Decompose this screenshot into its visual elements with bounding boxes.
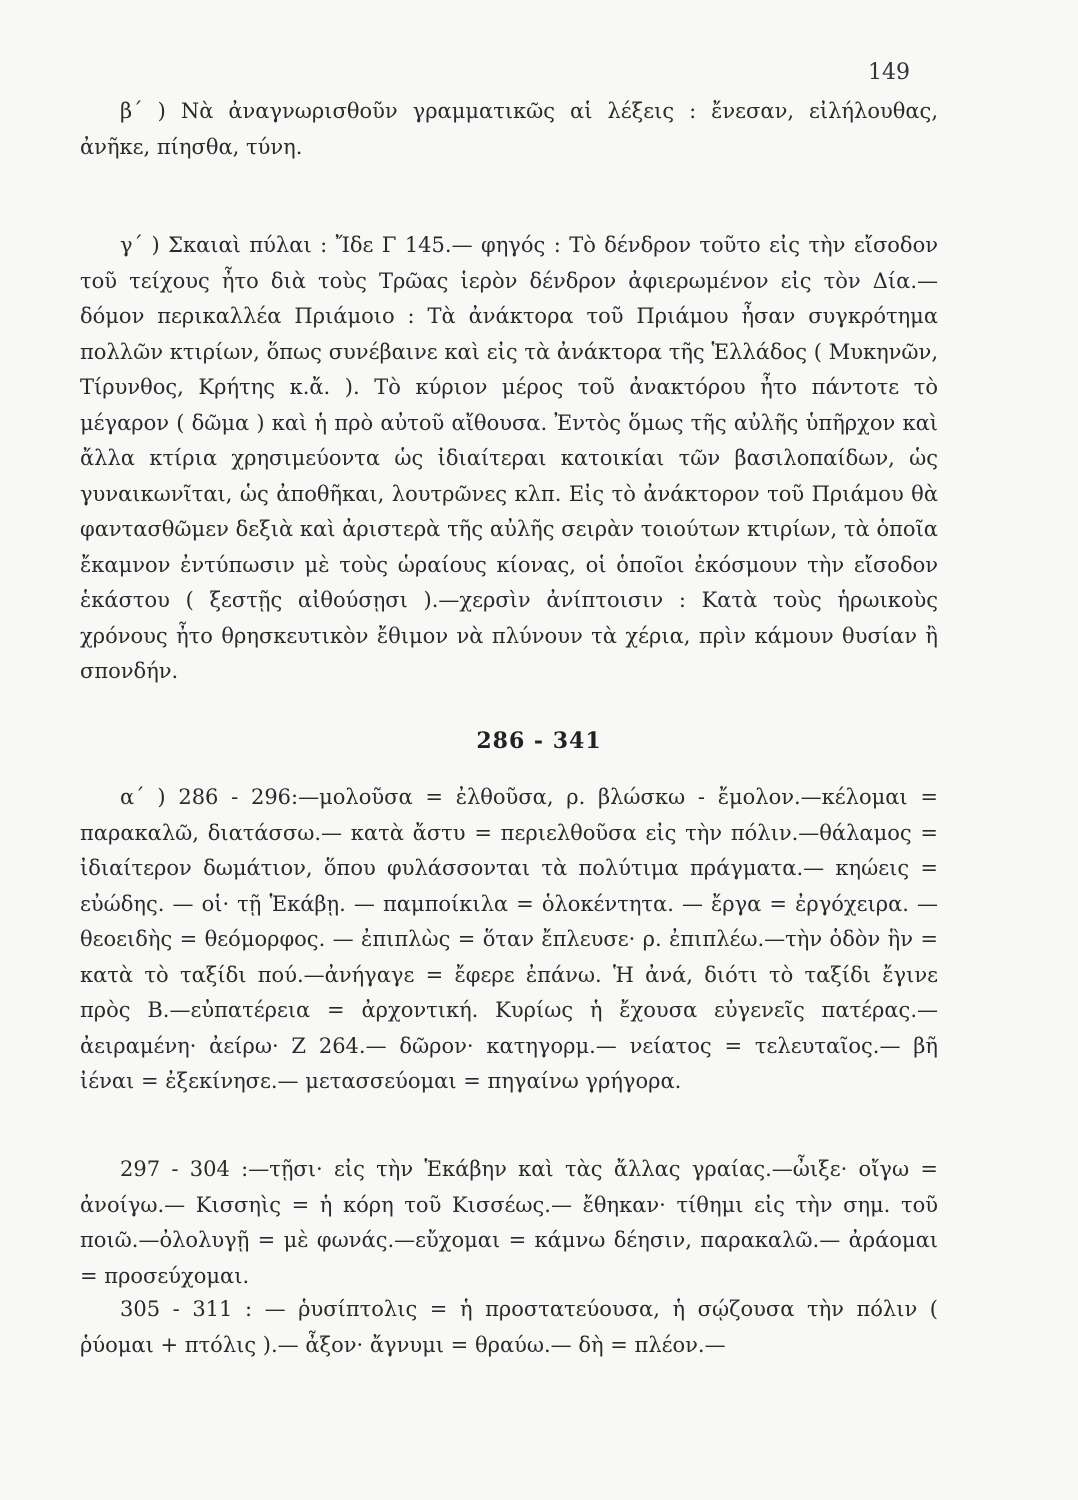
- commentary-297-paragraph: 297 - 304 :—τῇσι· εἰς τὴν Ἑκάβην καὶ τὰς ἄλλας γραίας.—ὦιξε· οἴγω = ἀνοίγω.— Κισσηὶς = ἡ κόρη τοῦ Κισσέως.— ἔθηκαν· τίθημι εἰς τὴν σημ. τοῦ ποιῶ.—ὀλολυγῇ = μὲ φωνάς.—εὔχομαι = κάμνω δέησιν, παρακαλῶ.— ἀράομαι = προσεύχομαι.: [80, 1157, 938, 1288]
- commentary-286-paragraph: α΄ ) 286 - 296:—μολοῦσα = ἐλθοῦσα, ρ. βλώσκω - ἔμολον.—κέλομαι = παρακαλῶ, διατάσσω.— κατὰ ἄστυ = περιελθοῦσα εἰς τὴν πόλιν.—θάλαμος = ἰδιαίτερον δωμάτιον, ὅπου φυλάσσονται τὰ πολύτιμα πράγματα.— κηώεις = εὐώδης. — οἱ· τῇ Ἑκάβῃ. — παμποίκιλα = ὁλοκέντητα. — ἔργα = ἐργόχειρα. — θεοειδὴς = θεόμορφος. — ἐπιπλὼς = ὅταν ἔπλευσε· ρ. ἐπιπλέω.—τὴν ὁδὸν ἣν = κατὰ τὸ ταξίδι πού.—ἀνήγαγε = ἔφερε ἐπάνω. Ἡ ἀνά, διότι τὸ ταξίδι ἔγινε πρὸς Β.—εὐπατέρεια = ἀρχοντική. Κυρίως ἡ ἔχουσα εὐγενεῖς πατέρας.— ἀειραμένη· ἀείρω· Ζ 264.— δῶρον· κατηγορμ.— νείατος = τελευταῖος.— βῆ ἰέναι = ἐξεκίνησε.— μετασσεύομαι = πηγαίνω γρήγορα.: [80, 785, 938, 1093]
- exercise-b-paragraph: β΄ ) Νὰ ἀναγνωρισθοῦν γραμματικῶς αἱ λέξεις : ἔνεσαν, εἰλήλουθας, ἀνῆκε, πίησθα, τύνη.: [80, 99, 938, 159]
- commentary-297-block: [80, 1152, 938, 1294]
- exercise-b-block: [80, 94, 938, 165]
- exercise-c-paragraph: γ΄ ) Σκαιαὶ πύλαι : Ἴδε Γ 145.— φηγός : Τὸ δένδρον τοῦτο εἰς τὴν εἴσοδον τοῦ τείχους ἦτο διὰ τοὺς Τρῶας ἱερὸν δένδρον ἀφιερωμένον εἰς τὸν Δία.—δόμον περικαλλέα Πριάμοιο : Τὰ ἀνάκτορα τοῦ Πριάμου ἦσαν συγκρότημα πολλῶν κτιρίων, ὅπως συνέβαινε καὶ εἰς τὰ ἀνάκτορα τῆς Ἑλλάδος ( Μυκηνῶν, Τίρυνθος, Κρήτης κ.ἄ. ). Τὸ κύριον μέρος τοῦ ἀνακτόρου ἦτο πάντοτε τὸ μέγαρον ( δῶμα ) καὶ ἡ πρὸ αὐτοῦ αἴθουσα. Ἐντὸς ὅμως τῆς αὐλῆς ὑπῆρχον καὶ ἄλλα κτίρια χρησιμεύοντα ὡς ἰδιαίτεραι κατοικίαι τῶν βασιλοπαίδων, ὡς γυναικωνῖται, ὡς ἀποθῆκαι, λουτρῶνες κλπ. Εἰς τὸ ἀνάκτορον τοῦ Πριάμου θὰ φαντασθῶμεν δεξιὰ καὶ ἀριστερὰ τῆς αὐλῆς σειρὰν τοιούτων κτιρίων, τὰ ὁποῖα ἔκαμνον ἐντύπωσιν μὲ τοὺς ὡραίους κίονας, οἱ ὁποῖοι ἐκόσμουν τὴν εἴσοδον ἑκάστου ( ξεστῇς αἰθούσῃσι ).—χερσὶν ἀνίπτοισιν : Κατὰ τοὺς ἡρωικοὺς χρόνους ἦτο θρησκευτικὸν ἔθιμον νὰ πλύνουν τὰ χέρια, πρὶν κάμουν θυσίαν ἢ σπονδήν.: [80, 233, 938, 683]
- section-heading: 286 - 341: [476, 728, 602, 754]
- exercise-c-block: [80, 228, 938, 690]
- page-number: 149: [868, 60, 910, 85]
- commentary-305-block: [80, 1292, 938, 1363]
- commentary-286-block: [80, 780, 938, 1100]
- commentary-305-paragraph: 305 - 311 : — ῥυσίπτολις = ἡ προστατεύουσα, ἡ σῴζουσα τὴν πόλιν ( ῥύομαι + πτόλις ).— ἆξον· ἄγνυμι = θραύω.— δὴ = πλέον.—: [80, 1297, 938, 1357]
